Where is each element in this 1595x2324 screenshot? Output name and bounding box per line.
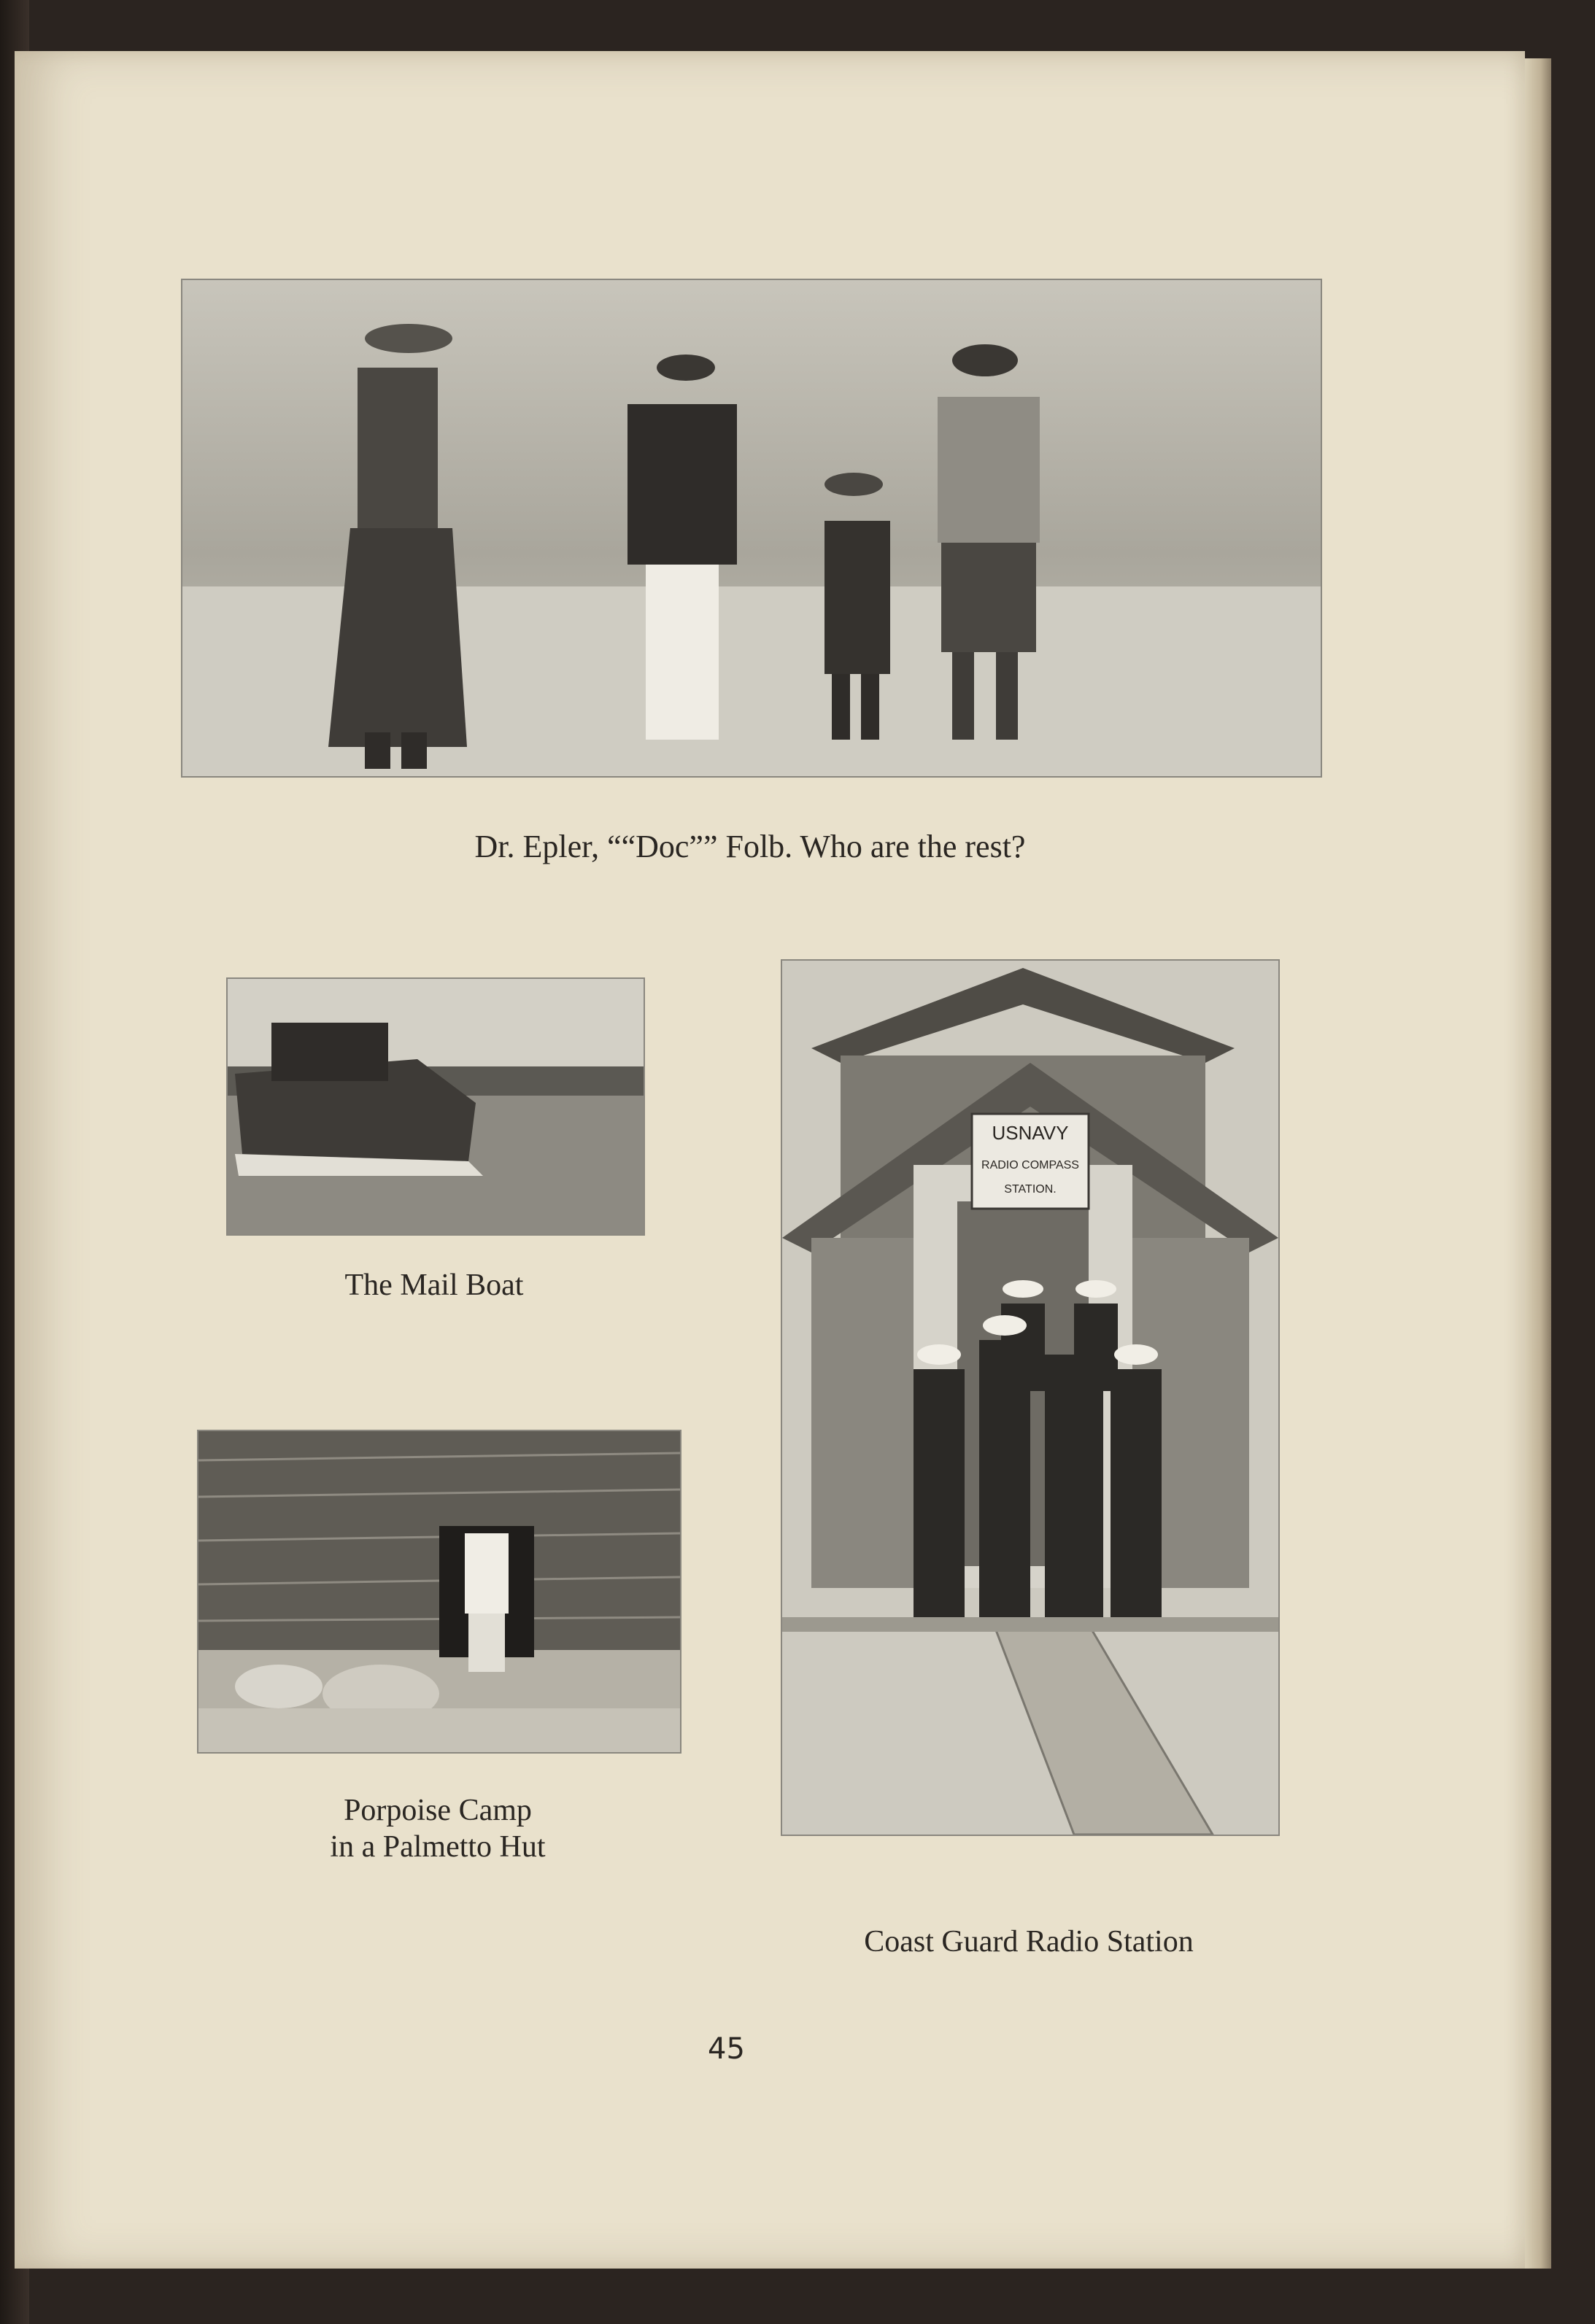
porpoise-camp-photo — [197, 1430, 681, 1754]
page-edge — [1525, 58, 1551, 2269]
book-page — [15, 51, 1525, 2269]
mail-boat-caption: The Mail Boat — [344, 1268, 524, 1302]
porpoise-camp-caption-line2: in a Palmetto Hut — [330, 1830, 546, 1864]
group-beach-photo — [181, 279, 1322, 778]
radio-station-caption: Coast Guard Radio Station — [864, 1925, 1194, 1959]
porpoise-camp-caption-line1: Porpoise Camp — [344, 1794, 532, 1827]
mail-boat-photo — [226, 977, 645, 1236]
radio-sign-line3: STATION. — [1004, 1183, 1057, 1196]
radio-sign-line2: RADIO COMPASS — [981, 1159, 1079, 1171]
page-number: 45 — [708, 2032, 745, 2066]
porpoise-camp-caption — [197, 1792, 679, 1866]
radio-sign-line1: USNAVY — [992, 1122, 1069, 1144]
group-beach-caption: Dr. Epler, ““Doc”” Folb. Who are the rest? — [474, 829, 1026, 864]
radio-station-photo — [781, 959, 1280, 1836]
